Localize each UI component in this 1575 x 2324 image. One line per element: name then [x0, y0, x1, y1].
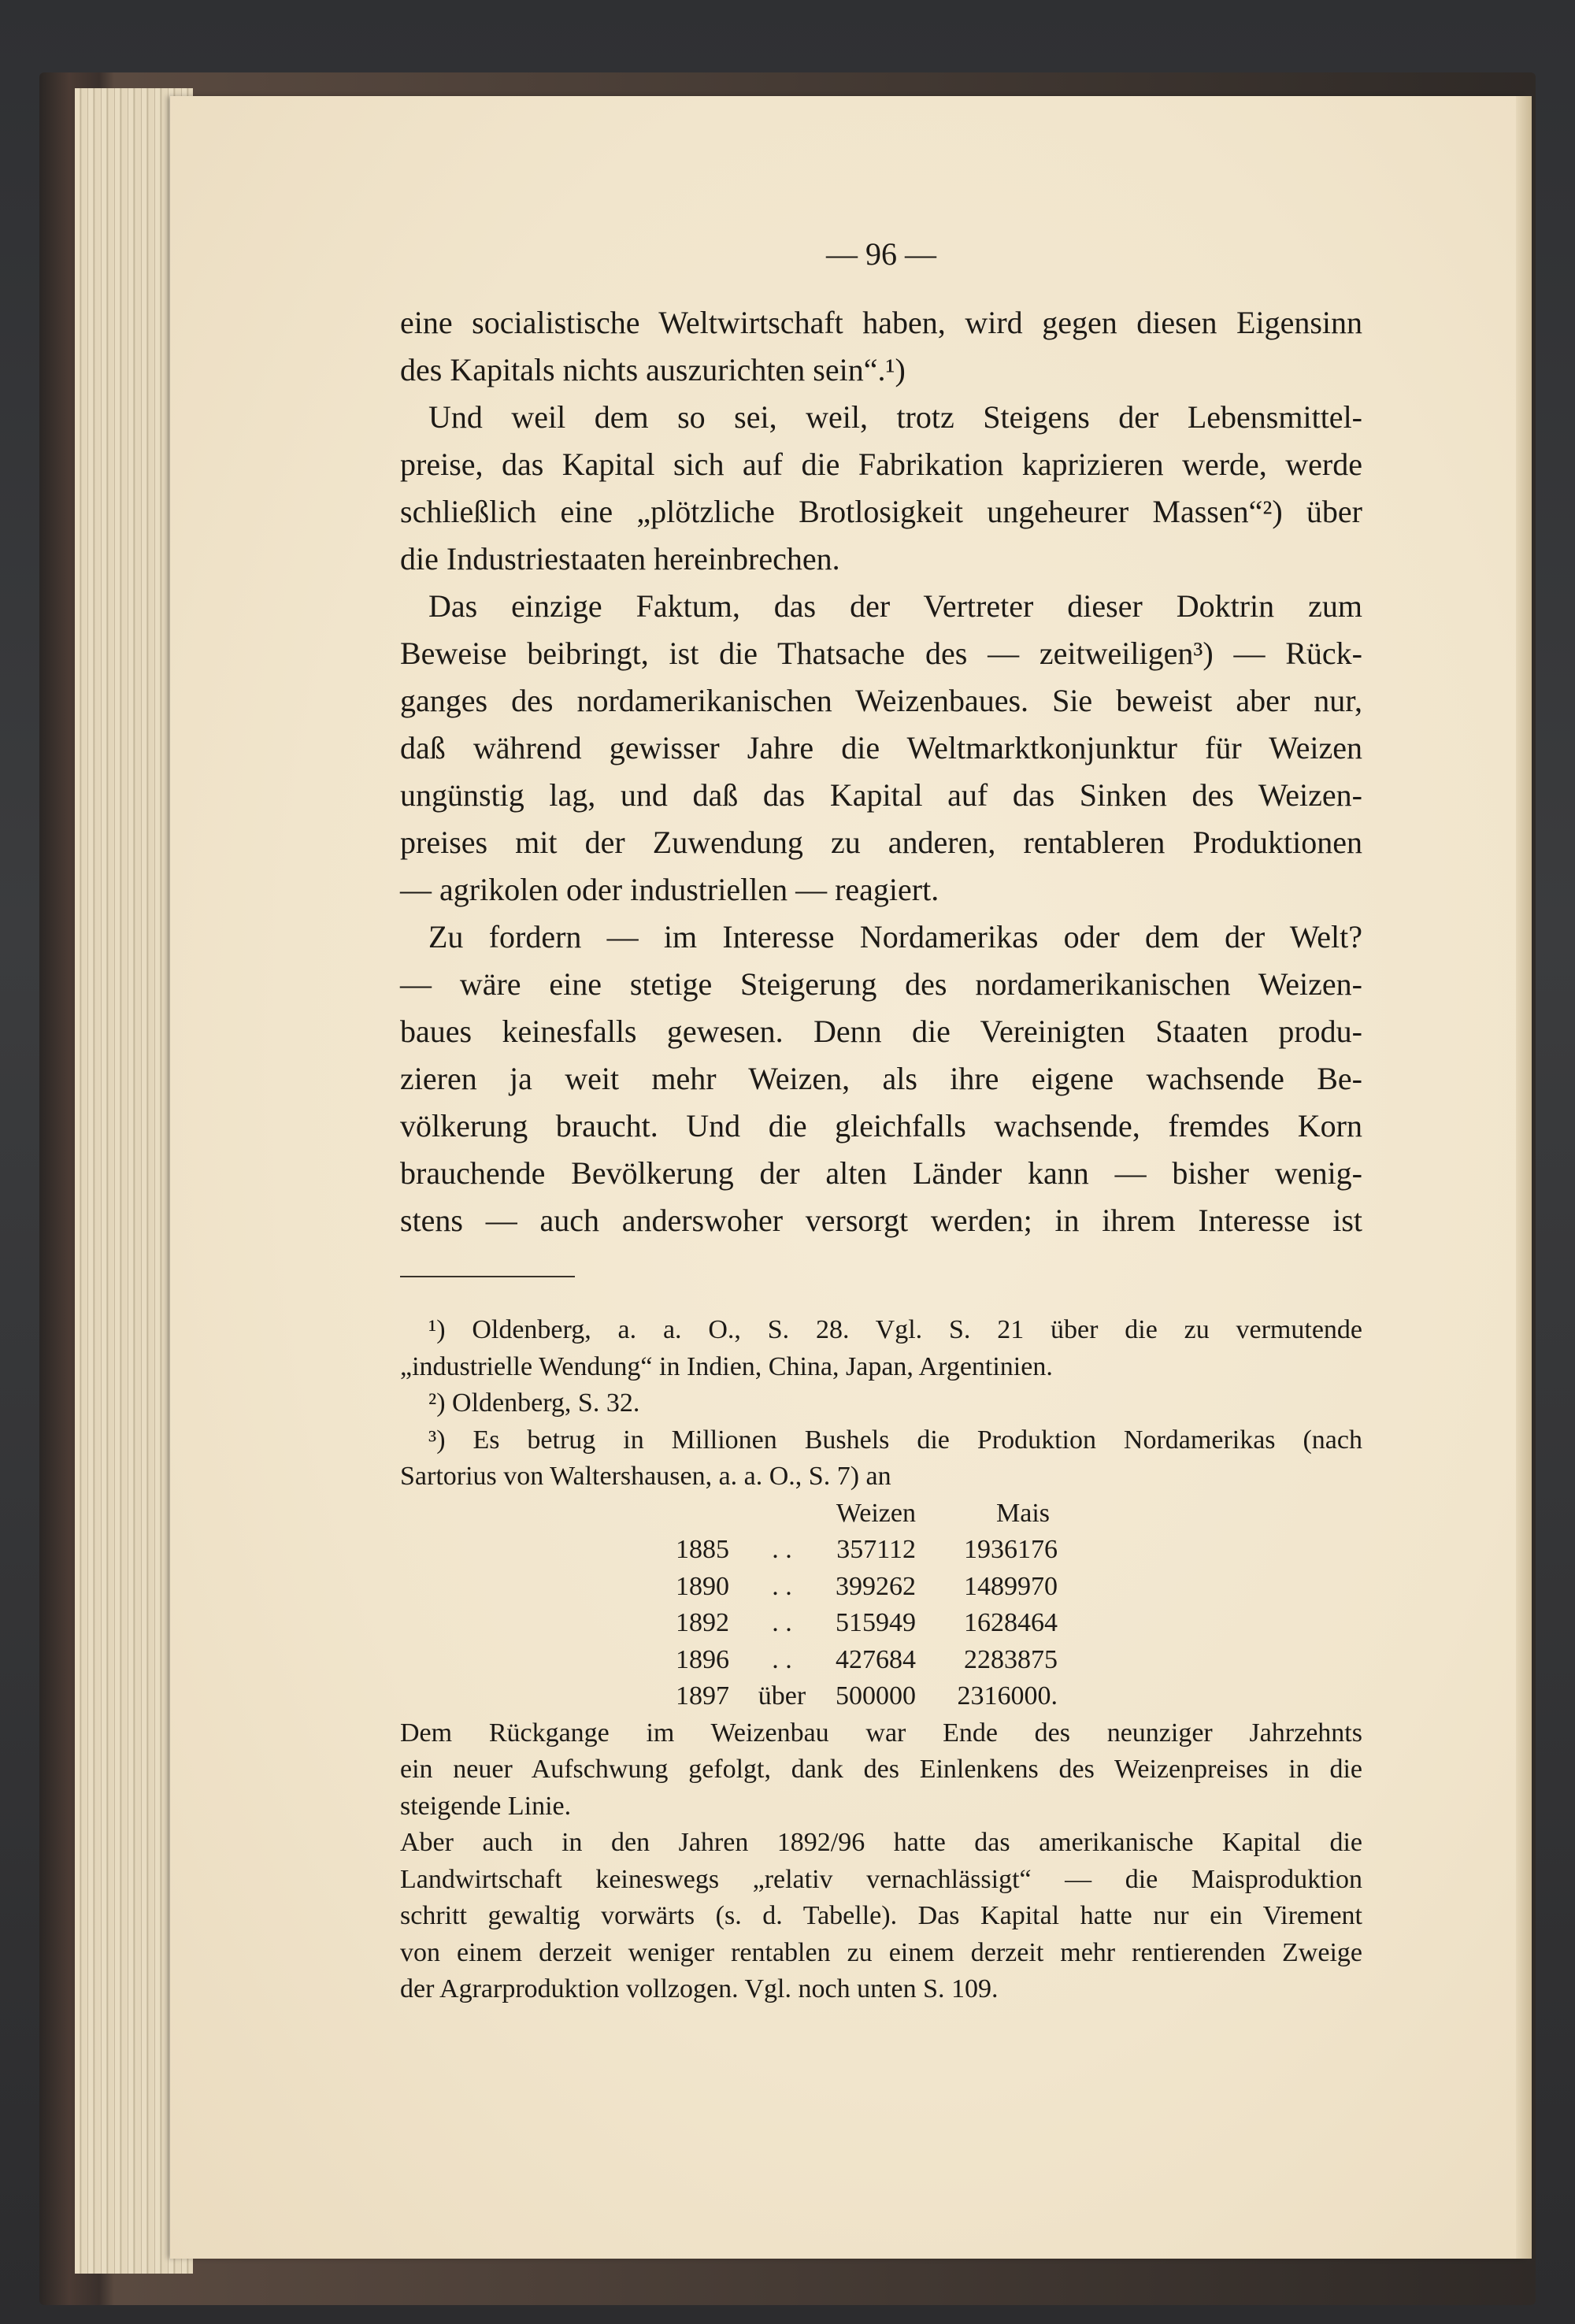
- mais-cell: 1489970: [964, 1571, 1058, 1601]
- footnote-line: von einem derzeit weniger rentablen zu einem derzeit mehr rentierenden Zweige: [400, 1937, 1362, 1967]
- mais-cell: 2316000.: [957, 1681, 1058, 1711]
- footnote-paragraph: [400, 1715, 1362, 1825]
- footnote-line: ²) Oldenberg, S. 32.: [428, 1388, 640, 1418]
- text-line: baues keinesfalls gewesen. Denn die Vereinigten Staaten produ-: [400, 1014, 1362, 1049]
- weizen-cell: 357112: [836, 1535, 916, 1564]
- table-row: [400, 1532, 1362, 1569]
- text-line: Und weil dem so sei, weil, trotz Steigens der Lebensmittel-: [428, 399, 1362, 435]
- footnote-line: der Agrarproduktion vollzogen. Vgl. noch unten S. 109.: [400, 1974, 999, 2003]
- text-line: daß während gewisser Jahre die Weltmarktkonjunktur für Weizen: [400, 730, 1362, 765]
- text-line: Das einzige Faktum, das der Vertreter dieser Doktrin zum: [428, 588, 1362, 624]
- weizen-cell: 399262: [836, 1571, 916, 1601]
- footnote-rule: [400, 1276, 575, 1277]
- footnote-paragraph: [400, 1825, 1362, 2008]
- year-cell: 1890: [676, 1571, 729, 1601]
- table-row: [400, 1678, 1362, 1715]
- paragraph: [400, 299, 1362, 394]
- text-line: die Industriestaaten hereinbrechen.: [400, 541, 840, 576]
- text-line: zieren ja weit mehr Weizen, als ihre eigene wachsende Be-: [400, 1061, 1362, 1096]
- footnote-line: steigende Linie.: [400, 1791, 572, 1821]
- footnote-paragraph: [400, 1422, 1362, 1496]
- text-line: preise, das Kapital sich auf die Fabrikation kaprizieren werde, werde: [400, 447, 1362, 482]
- separator-cell: über: [758, 1681, 806, 1711]
- text-line: — agrikolen oder industriellen — reagiert.: [400, 872, 939, 907]
- mais-cell: 2283875: [964, 1644, 1058, 1674]
- table-header: [400, 1496, 1362, 1533]
- text-line: stens — auch anderswoher versorgt werden; in ihrem Interesse ist: [400, 1203, 1362, 1238]
- text-line: brauchende Bevölkerung der alten Länder kann — bisher wenig-: [400, 1155, 1362, 1191]
- header-mais: Mais: [996, 1498, 1050, 1528]
- mais-cell: 1628464: [964, 1608, 1058, 1637]
- table-row: [400, 1642, 1362, 1679]
- text-line: ganges des nordamerikanischen Weizenbaues. Sie beweist aber nur,: [400, 683, 1362, 718]
- year-cell: 1885: [676, 1535, 729, 1564]
- main-text: [400, 299, 1362, 1244]
- paragraph: [400, 583, 1362, 914]
- year-cell: 1892: [676, 1608, 729, 1637]
- page-number: — 96 —: [826, 236, 936, 272]
- text-line: Beweise beibringt, ist die Thatsache des — zeitweiligen³) — Rück-: [400, 636, 1362, 671]
- paragraph: [400, 914, 1362, 1244]
- footnote-paragraph: [400, 1312, 1362, 1385]
- weizen-cell: 500000: [836, 1681, 916, 1711]
- paragraph: [400, 394, 1362, 583]
- mais-cell: 1936176: [964, 1535, 1058, 1564]
- footnote-line: Sartorius von Waltershausen, a. a. O., S. 7) an: [400, 1462, 891, 1491]
- separator-cell: . .: [772, 1608, 792, 1637]
- production-table: [400, 1496, 1362, 1715]
- footnote-line: ein neuer Aufschwung gefolgt, dank des Einlenkens des Weizenpreises in die: [400, 1755, 1362, 1784]
- year-cell: 1896: [676, 1644, 729, 1674]
- text-line: Zu fordern — im Interesse Nordamerikas oder dem der Welt?: [428, 919, 1362, 954]
- table-row: [400, 1605, 1362, 1642]
- text-line: — wäre eine stetige Steigerung des nordamerikanischen Weizen-: [400, 966, 1362, 1002]
- text-line: des Kapitals nichts auszurichten sein“.¹): [400, 352, 906, 387]
- footnote-line: „industrielle Wendung“ in Indien, China, Japan, Argentinien.: [400, 1351, 1053, 1381]
- text-line: schließlich eine „plötzliche Brotlosigkeit ungeheurer Massen“²) über: [400, 494, 1362, 529]
- footnote-line: Dem Rückgange im Weizenbau war Ende des neunziger Jahrzehnts: [400, 1718, 1362, 1748]
- footnote-line: Aber auch in den Jahren 1892/96 hatte das amerikanische Kapital die: [400, 1828, 1362, 1857]
- footnote-paragraph: [400, 1385, 1362, 1422]
- header-weizen: Weizen: [836, 1498, 916, 1528]
- separator-cell: . .: [772, 1644, 792, 1674]
- page-gutter: [1516, 96, 1532, 2259]
- footnote-line: ¹) Oldenberg, a. a. O., S. 28. Vgl. S. 21 über die zu vermutende: [428, 1315, 1362, 1344]
- table-row: [400, 1569, 1362, 1606]
- text-line: ungünstig lag, und daß das Kapital auf das Sinken des Weizen-: [400, 777, 1362, 813]
- text-line: völkerung braucht. Und die gleichfalls wachsende, fremdes Korn: [400, 1108, 1362, 1143]
- text-line: eine socialistische Weltwirtschaft haben, wird gegen diesen Eigensinn: [400, 305, 1362, 340]
- weizen-cell: 427684: [836, 1644, 916, 1674]
- footnote-line: ³) Es betrug in Millionen Bushels die Produktion Nordamerikas (nach: [428, 1425, 1362, 1455]
- weizen-cell: 515949: [836, 1608, 916, 1637]
- footnotes: [400, 1312, 1362, 2008]
- footnote-line: Landwirtschaft keineswegs „relativ vernachlässigt“ — die Maisproduktion: [400, 1864, 1362, 1894]
- text-line: preises mit der Zuwendung zu anderen, rentableren Produktionen: [400, 825, 1362, 860]
- separator-cell: . .: [772, 1571, 792, 1601]
- year-cell: 1897: [676, 1681, 729, 1711]
- footnote-line: schritt gewaltig vorwärts (s. d. Tabelle). Das Kapital hatte nur ein Virement: [400, 1901, 1362, 1930]
- separator-cell: . .: [772, 1535, 792, 1564]
